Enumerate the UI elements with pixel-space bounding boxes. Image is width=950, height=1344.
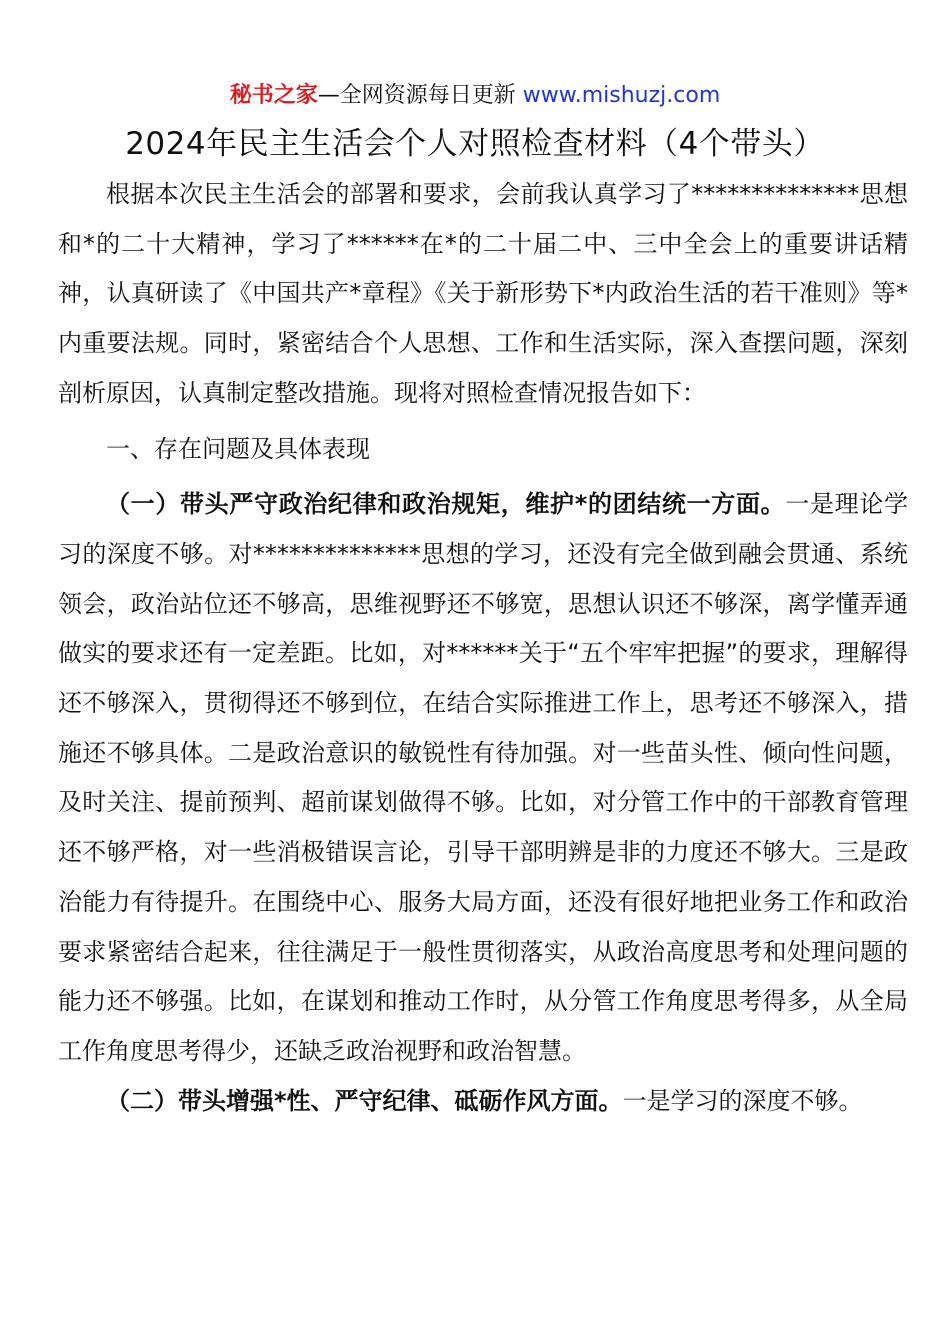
document-body: [58, 170, 908, 1126]
document-title: 2024年民主生活会个人对照检查材料（4个带头）: [125, 126, 825, 162]
intro-paragraph: 根据本次民主生活会的部署和要求，会前我认真学习了**************思想和*的二十大精神，学习了******在*的二十届二中、三中全会上的重要讲话精神，认真研读了《中国共产*章程》《关于新形势下*内政治生活的若干准则》等*内重要法规。同时，紧密结合个人思想、工作和生活实际，深入查摆问题，深刻剖析原因，认真制定整改措施。现将对照检查情况报告如下：: [58, 180, 908, 407]
item-1-heading: （一）带头严守政治纪律和政治规矩，维护*的团结统一方面。: [106, 490, 786, 519]
item-paragraph-1: [58, 480, 908, 1076]
item-2-heading: （二）带头增强*性、严守纪律、砥砺作风方面。: [106, 1086, 623, 1115]
section-heading: 一、存在问题及具体表现: [106, 434, 370, 463]
site-tagline: —全网资源每日更新: [317, 83, 516, 108]
item-2-text: 一是学习的深度不够。: [622, 1086, 863, 1115]
site-brand: 秘书之家: [229, 83, 318, 108]
site-header: [0, 80, 950, 112]
site-url-link[interactable]: www.mishuzj.com: [522, 83, 721, 108]
item-paragraph-2: [58, 1077, 908, 1127]
item-1-text: 一是理论学习的深度不够。对**************思想的学习，还没有完全做到融会贯通、系统领会，政治站位还不够高，思维视野还不够宽，思想认识还不够深，离学懂弄通做实的要求还有一定差距。比如，对******关于“五个牢牢把握”的要求，理解得还不够深入，贯彻得还不够到位，在结合实际推进工作上，思考还不够深入，措施还不够具体。二是政治意识的敏锐性有待加强。对一些苗头性、倾向性问题，及时关注、提前预判、超前谋划做得不够。比如，对分管工作中的干部教育管理还不够严格，对一些消极错误言论，引导干部明辨是非的力度还不够大。三是政治能力有待提升。在围绕中心、服务大局方面，还没有很好地把业务工作和政治要求紧密结合起来，往往满足于一般性贯彻落实，从政治高度思考和处理问题的能力还不够强。比如，在谋划和推动工作时，从分管工作角度思考得多，从全局工作角度思考得少，还缺乏政治视野和政治智慧。: [58, 490, 908, 1065]
